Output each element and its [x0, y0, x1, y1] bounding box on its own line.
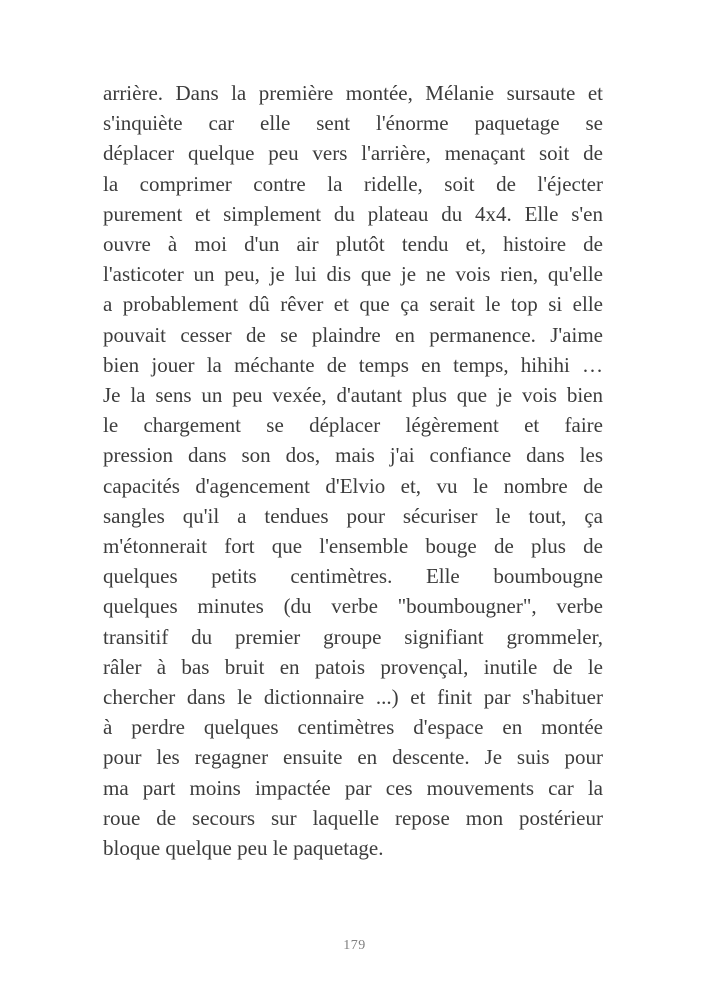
text-line: déplacer quelque peu vers l'arrière, menaçant soit de: [103, 141, 603, 166]
text-line: chercher dans le dictionnaire ...) et finit par s'habituer: [103, 685, 603, 710]
text-line: sangles qu'il a tendues pour sécuriser le tout, ça: [103, 503, 603, 528]
page-footer: [0, 936, 709, 954]
text-line: pouvait cesser de se plaindre en permanence. J'aime: [103, 322, 603, 347]
text-line: purement et simplement du plateau du 4x4. Elle s'en: [103, 201, 603, 226]
text-line: le chargement se déplacer légèrement et faire: [103, 413, 603, 438]
text-line: arrière. Dans la première montée, Mélanie sursaute et: [103, 81, 603, 105]
text-line: Je la sens un peu vexée, d'autant plus que je vois bien: [103, 383, 603, 408]
text-line: ma part moins impactée par ces mouvements car la: [103, 775, 603, 800]
text-line: transitif du premier groupe signifiant grommeler,: [103, 624, 603, 649]
text-line: pour les regagner ensuite en descente. Je suis pour: [103, 745, 603, 770]
text-line: a probablement dû rêver et que ça serait le top si elle: [103, 292, 603, 317]
text-line: quelques minutes (du verbe "boumbougner", verbe: [103, 594, 603, 619]
text-line: râler à bas bruit en patois provençal, inutile de le: [103, 654, 603, 679]
text-line: m'étonnerait fort que l'ensemble bouge de plus de: [103, 534, 603, 559]
text-line: à perdre quelques centimètres d'espace en montée: [103, 715, 603, 740]
text-line: quelques petits centimètres. Elle boumbougne: [103, 564, 603, 589]
page-number: 179: [343, 938, 366, 953]
text-line: capacités d'agencement d'Elvio et, vu le nombre de: [103, 473, 603, 498]
text-line: bloque quelque peu le paquetage.: [103, 836, 384, 861]
text-line: bien jouer la méchante de temps en temps, hihihi …: [103, 352, 603, 377]
text-line: roue de secours sur laquelle repose mon postérieur: [103, 805, 603, 830]
text-line: la comprimer contre la ridelle, soit de l'éjecter: [103, 171, 603, 196]
text-line: ouvre à moi d'un air plutôt tendu et, histoire de: [103, 232, 603, 257]
text-line: s'inquiète car elle sent l'énorme paquetage se: [103, 111, 603, 136]
text-line: pression dans son dos, mais j'ai confiance dans les: [103, 443, 603, 468]
text-line: l'asticoter un peu, je lui dis que je ne vois rien, qu'elle: [103, 262, 603, 287]
body-text: [103, 78, 603, 863]
